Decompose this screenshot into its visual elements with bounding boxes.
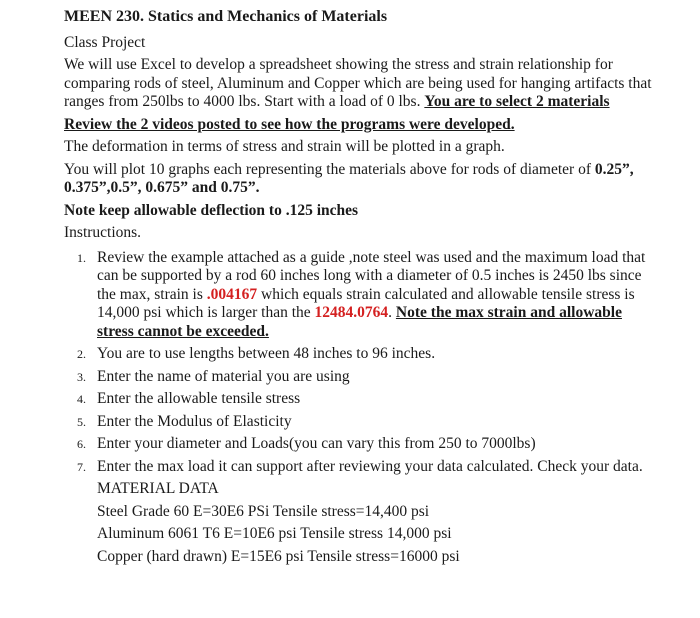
step-3-text: Enter the name of material you are using [97,367,350,385]
step-5 [64,413,654,432]
step-number: 7. [77,459,86,474]
material-copper: Copper (hard drawn) E=15E6 psi Tensile stress=16000 psi [97,547,460,565]
step-2-text: You are to use lengths between 48 inches to 96 inches. [97,345,436,362]
document [64,8,654,570]
graphs-text: You will plot 10 graphs each representing the materials above for rods of diameter of [64,160,595,178]
step-1 [64,249,654,342]
diameters-list: 0.25”, 0.375”,0.5”, 0.675” and 0.75”. [64,160,634,196]
instructions-label: Instructions. [64,224,142,241]
page-title: MEEN 230. Statics and Mechanics of Materials [64,8,388,25]
calculated-stress-value: 12484.0764 [314,304,389,321]
step-number: 4. [77,392,86,406]
step-6-text: Enter your diameter and Loads(you can vary this from 250 to 7000lbs) [97,435,536,452]
graphs-note [64,161,654,198]
review-note: Review the 2 videos posted to see how the programs were developed. [64,115,515,133]
step-number: 3. [77,369,86,384]
step-3 [64,368,654,387]
step-number: 1. [77,250,86,265]
step-number: 6. [77,437,86,451]
step-number: 5. [77,414,86,429]
step-6 [64,435,654,454]
material-steel: Steel Grade 60 E=30E6 PSi Tensile stress=14,400 psi [97,502,430,520]
deformation-note: The deformation in terms of stress and strain will be plotted in a graph. [64,138,505,155]
step-4-text: Enter the allowable tensile stress [97,390,301,407]
step-7 [64,458,654,477]
step-1-text-b: which equals strain calculated and allowable tensile stress is 14,000 psi which is larger than the [97,285,635,321]
material-data [64,480,654,566]
step-5-text: Enter the Modulus of Elasticity [97,412,292,430]
subtitle: Class Project [64,33,146,51]
step-7-text: Enter the max load it can support after reviewing your data calculated. Check your data. [97,457,643,475]
material-data-heading: MATERIAL DATA [97,480,219,497]
step-4 [64,390,654,409]
deflection-note: Note keep allowable deflection to .125 inches [64,201,359,219]
step-1-emphasis: Note the max strain and allowable stress cannot be exceeded. [97,304,622,340]
material-aluminum: Aluminum 6061 T6 E=10E6 psi Tensile stress 14,000 psi [97,525,452,542]
intro-text: We will use Excel to develop a spreadsheet showing the stress and strain relationship for comparing rods of steel, Aluminum and Copper which are being used for hanging artifacts that ranges from 250lbs to 4000 lbs. Start with a load of 0 lbs. [64,56,652,110]
intro-paragraph [64,56,654,112]
intro-emphasis: You are to select 2 materials [424,93,610,110]
step-1-text-a: Review the example attached as a guide ,note steel was used and the maximum load that can be supported by a rod 60 inches long with a diameter of 0.5 inches is 2450 lbs since the max, strain is [97,248,646,303]
max-strain-value: .004167 [206,285,258,303]
step-2 [64,345,654,364]
instruction-steps [64,249,654,477]
step-1-text-c: . [388,304,396,321]
step-number: 2. [77,347,86,361]
